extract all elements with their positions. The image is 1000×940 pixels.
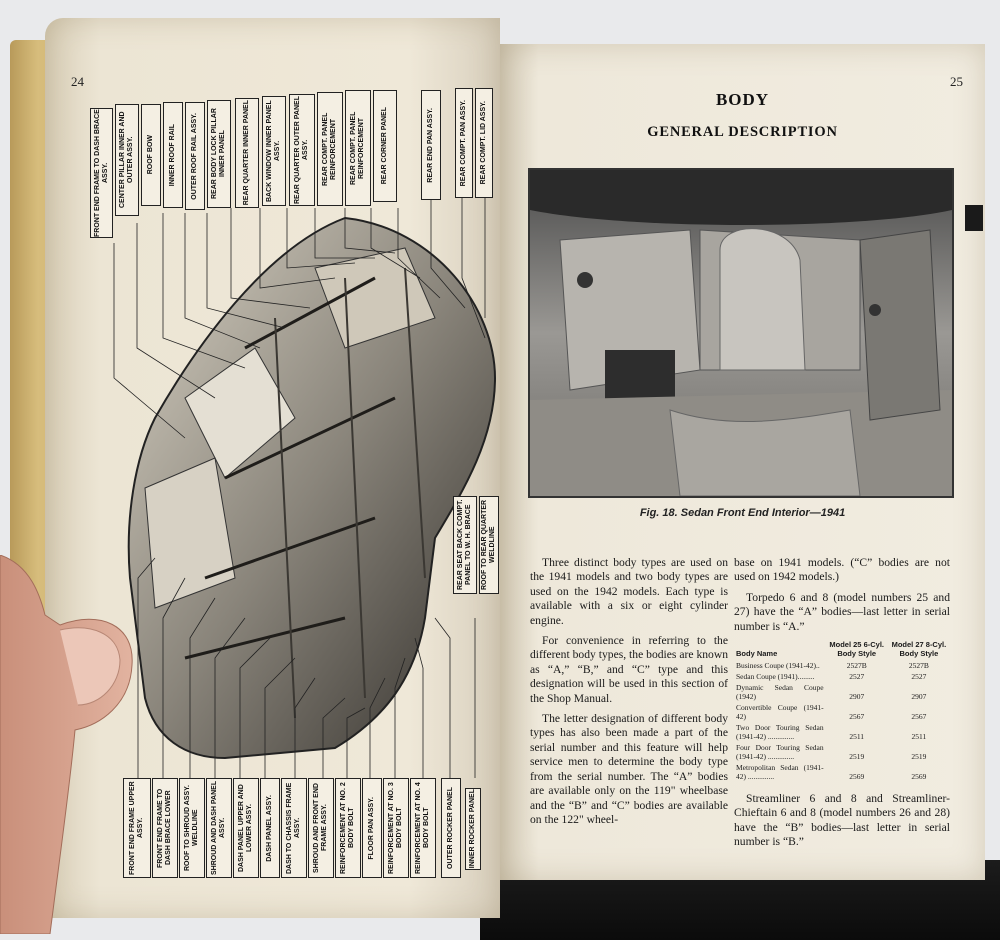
paragraph: Three distinct body types are used on the 1941 models and two body types are used on the 1942 models. Each type is available with a six or eight cylinder engine. <box>530 556 728 627</box>
table-cell: Two Door Touring Sedan (1941-42) .............. <box>736 723 824 742</box>
diagram-label: OUTER ROOF RAIL ASSY. <box>185 102 205 210</box>
diagram-label: FRONT END FRAME UPPER ASSY. <box>123 778 151 878</box>
diagram-label: REAR QUARTER OUTER PANEL ASSY. <box>289 94 315 206</box>
table-cell: Sedan Coupe (1941)......... <box>736 672 815 682</box>
table-row <box>734 682 950 702</box>
diagram-label: FRONT END FRAME TO DASH BRACE ASSY. <box>90 108 113 238</box>
table-cell: 2519 <box>911 752 927 762</box>
table-cell: 2567 <box>849 712 865 722</box>
diagram-label: SHROUD AND DASH PANEL ASSY. <box>206 778 232 878</box>
diagram-label: BACK WINDOW INNER PANEL ASSY. <box>262 96 286 206</box>
diagram-label: REAR BODY LOCK PILLAR INNER PANEL <box>207 100 231 208</box>
text-column-left <box>530 556 728 833</box>
diagram-label: REAR COMPT. LID ASSY. <box>475 88 493 198</box>
diagram-label: INNER ROCKER PANEL <box>465 788 481 870</box>
diagram-label: REAR COMPT. PAN ASSY. <box>455 88 473 198</box>
diagram-label: DASH PANEL UPPER AND LOWER ASSY. <box>233 778 259 878</box>
diagram-label: REAR COMPT. PANEL REINFORCEMENT <box>317 92 343 206</box>
table-cell: Four Door Touring Sedan (1941-42) .............. <box>736 743 824 762</box>
table-cell: Convertible Coupe (1941-42) <box>736 703 824 722</box>
diagram-label: REAR COMPT. PANEL REINFORCEMENT <box>345 90 371 206</box>
table-header: Body Name <box>736 649 778 659</box>
diagram-label: REAR END PAN ASSY. <box>421 90 441 200</box>
diagram-label: CENTER PILLAR INNER AND OUTER ASSY. <box>115 104 139 216</box>
table-cell: 2511 <box>849 732 865 742</box>
diagram-label: REAR SEAT BACK COMPT. PANEL TO W. H. BRACE <box>453 496 477 594</box>
diagram-label: ROOF BOW <box>141 104 161 206</box>
table-row <box>734 702 950 722</box>
paragraph: base on 1941 models. (“C” bodies are not used on 1942 models.) <box>734 556 950 584</box>
table-row <box>734 742 950 762</box>
diagram-label: OUTER ROCKER PANEL <box>441 778 461 878</box>
paragraph: For convenience in referring to the different body types, the bodies are known as “A,” “B,” and “C” type and this designation will be used in this section of the Shop Manual. <box>530 634 728 705</box>
table-cell: 2569 <box>911 772 927 782</box>
table-cell: 2527B <box>908 661 929 671</box>
table-header: Model 27 8-Cyl. Body Style <box>891 640 947 659</box>
table-cell: 2569 <box>849 772 865 782</box>
diagram-label: REAR CORNER PANEL <box>373 90 397 202</box>
section-subtitle: GENERAL DESCRIPTION <box>647 124 838 140</box>
diagram-label: INNER ROOF RAIL <box>163 102 183 208</box>
table-cell: Business Coupe (1941-42).. <box>736 661 820 671</box>
diagram-label: FRONT END FRAME TO DASH BRACE LOWER <box>152 778 178 878</box>
text-column-right <box>734 556 950 856</box>
table-cell: 2527 <box>849 672 865 682</box>
diagram-label: FLOOR PAN ASSY. <box>362 778 382 878</box>
section-index-tab <box>965 205 983 231</box>
table-cell: 2567 <box>911 712 927 722</box>
paragraph: Streamliner 6 and 8 and Streamliner-Chieftain 6 and 8 (model numbers 26 and 28) have the “B” bodies—last letter in serial number is “B.” <box>734 792 950 849</box>
sedan-interior-photo <box>528 168 954 498</box>
diagram-label: DASH TO CHASSIS FRAME ASSY. <box>281 778 307 878</box>
table-cell: 2519 <box>849 752 865 762</box>
diagram-label: REAR QUARTER INNER PANEL <box>235 98 259 208</box>
body-style-table <box>734 640 950 782</box>
table-cell: Dynamic Sedan Coupe (1942) <box>736 683 824 702</box>
diagram-label: REINFORCEMENT AT NO. 3 BODY BOLT <box>383 778 409 878</box>
interior-photo-illustration <box>530 170 952 496</box>
table-cell: 2527 <box>911 672 927 682</box>
paragraph: The letter designation of different body types has also been made a part of the serial number and this feature will help service men to determine the body type from the serial number. The “A” bodies are available only on the 119" wheelbase and the “B” and “C” bodies are available on the 122" wheel- <box>530 712 728 826</box>
diagram-label: REINFORCEMENT AT NO. 2 BODY BOLT <box>335 778 361 878</box>
table-row <box>734 660 950 671</box>
table-cell: 2511 <box>911 732 927 742</box>
diagram-label: DASH PANEL ASSY. <box>260 778 280 878</box>
figure-caption: Fig. 18. Sedan Front End Interior—1941 <box>639 507 846 519</box>
diagram-label: REINFORCEMENT AT NO. 4 BODY BOLT <box>410 778 436 878</box>
diagram-label: SHROUD AND FRONT END FRAME ASSY. <box>308 778 334 878</box>
page-number-left: 24 <box>71 74 84 89</box>
table-cell: 2527B <box>846 661 867 671</box>
table-row <box>734 722 950 742</box>
section-title: BODY <box>715 90 770 109</box>
table-row <box>734 762 950 782</box>
table-cell: 2907 <box>911 692 927 702</box>
table-header: Model 25 6-Cyl. Body Style <box>829 640 884 659</box>
table-cell: 2907 <box>849 692 865 702</box>
hand-photo <box>0 555 140 934</box>
diagram-label: ROOF TO SHROUD ASSY. WELDLINE <box>179 778 205 878</box>
table-row <box>734 671 950 682</box>
table-cell: Metropolitan Sedan (1941-42) .............. <box>736 763 824 782</box>
diagram-label: ROOF TO REAR QUARTER WELDLINE <box>479 496 499 594</box>
right-page <box>500 44 985 880</box>
paragraph: Torpedo 6 and 8 (model numbers 25 and 27) have the “A” bodies—last letter in serial number is “A.” <box>734 590 950 633</box>
page-number-right: 25 <box>950 74 963 89</box>
